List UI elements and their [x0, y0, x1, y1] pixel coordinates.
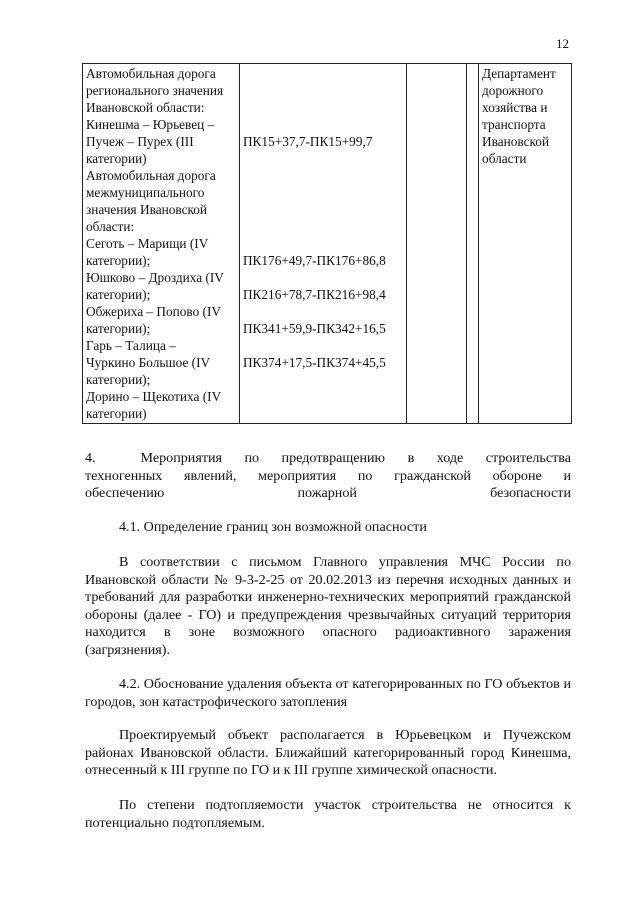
- pk-range-line: [243, 201, 403, 218]
- pk-range-line: ПК176+49,7-ПК176+86,8: [242, 253, 386, 268]
- road-name-line: категории);: [86, 321, 151, 336]
- department-line: дорожного: [482, 83, 544, 98]
- empty-cell: [406, 64, 466, 424]
- table-row: [83, 64, 572, 424]
- department-line: транспорта: [482, 117, 546, 132]
- road-name-line: Обжериха – Попово (IV: [86, 304, 222, 319]
- pk-range-line: [243, 337, 403, 354]
- location-paragraph: Проектируемый объект располагается в Юрьевецком и Пучежском районах Ивановской области. Ближайший категорированный город Кинешма, отнесенный к III группе по ГО и к III группе химической опасности.: [85, 727, 571, 778]
- road-name-line: категории);: [86, 372, 151, 387]
- flood-paragraph: По степени подтопляемости участок строительства не относится к потенциально подтопляемым.: [85, 797, 571, 831]
- pk-range-line: [243, 150, 403, 167]
- road-name-line: Дорино – Щекотиха (IV: [86, 389, 222, 404]
- road-name-line: категории): [86, 151, 147, 166]
- road-name-line: значения Ивановской: [86, 202, 208, 217]
- subsection-4-2-title: 4.2. Обоснование удаления объекта от категорированных по ГО объектов и городов, зон катастрофического затопления: [85, 676, 571, 710]
- pk-range-line: [243, 235, 403, 252]
- department-line: Департамент: [482, 66, 556, 81]
- pk-range-line: [243, 99, 403, 116]
- pk-range-line: [243, 167, 403, 184]
- road-name-line: категории);: [86, 253, 151, 268]
- department-cell: [479, 64, 572, 424]
- road-name-line: Автомобильная дорога: [86, 66, 216, 81]
- road-name-line: Ивановской области:: [86, 100, 205, 115]
- pk-range-line: ПК341+59,9-ПК342+16,5: [242, 321, 386, 336]
- road-name-line: регионального значения: [86, 83, 224, 98]
- department-line: хозяйства и: [482, 100, 548, 115]
- roads-table: [82, 63, 572, 424]
- pk-range-line: [243, 82, 403, 99]
- pk-range-cell: [239, 64, 406, 424]
- road-name-line: Сеготь – Марищи (IV: [86, 236, 209, 251]
- section-4-heading: [85, 450, 571, 503]
- road-name-line: Автомобильная дорога: [86, 168, 216, 183]
- subsection-4-1-title: 4.1. Определение границ зон возможной опасности: [119, 519, 427, 535]
- section-4-heading-line: 4. Мероприятия по предотвращению в ходе строительства: [85, 450, 571, 466]
- road-name-line: межмуниципального: [86, 185, 205, 200]
- pk-range-line: ПК216+78,7-ПК216+98,4: [242, 287, 386, 302]
- section-4-heading-line: обеспечению пожарной безопасности: [85, 485, 571, 501]
- road-name-cell: [83, 64, 240, 424]
- pk-range-line: ПК15+37,7-ПК15+99,7: [242, 134, 373, 149]
- department-line: Ивановской: [482, 134, 550, 149]
- road-name-line: категории);: [86, 287, 151, 302]
- road-name-line: Кинешма – Юрьевец –: [86, 117, 215, 132]
- page-number: 12: [556, 36, 569, 51]
- pk-range-line: [243, 269, 403, 286]
- road-name-line: Пучеж – Пурех (III: [86, 134, 194, 149]
- section-4-heading-line: техногенных явлений, мероприятия по гражданской обороне и: [85, 467, 571, 484]
- pk-range-line: ПК374+17,5-ПК374+45,5: [242, 355, 386, 370]
- pk-range-line: [243, 303, 403, 320]
- empty-cell: [466, 64, 478, 424]
- subsection-4-1-paragraph: В соответствии с письмом Главного управления МЧС России по Ивановской области № 9-3-2-25 от 20.02.2013 из перечня исходных данных и требований для разработки инженерно-технических мероприятий гражданской обороны (далее - ГО) и предупреждения чрезвычайных ситуаций территория находится в зоне возможного опасного радиоактивного заражения (загрязнения).: [85, 554, 571, 658]
- pk-range-line: [243, 184, 403, 201]
- pk-range-line: [243, 65, 403, 82]
- pk-range-line: [243, 218, 403, 235]
- pk-range-line: [243, 116, 403, 133]
- road-name-line: Гарь – Талица –: [86, 338, 176, 353]
- road-name-line: категории): [86, 406, 147, 421]
- road-name-line: области:: [86, 219, 135, 234]
- road-name-line: Юшково – Дроздиха (IV: [86, 270, 224, 285]
- road-name-line: Чуркино Большое (IV: [86, 355, 211, 370]
- department-line: области: [482, 151, 527, 166]
